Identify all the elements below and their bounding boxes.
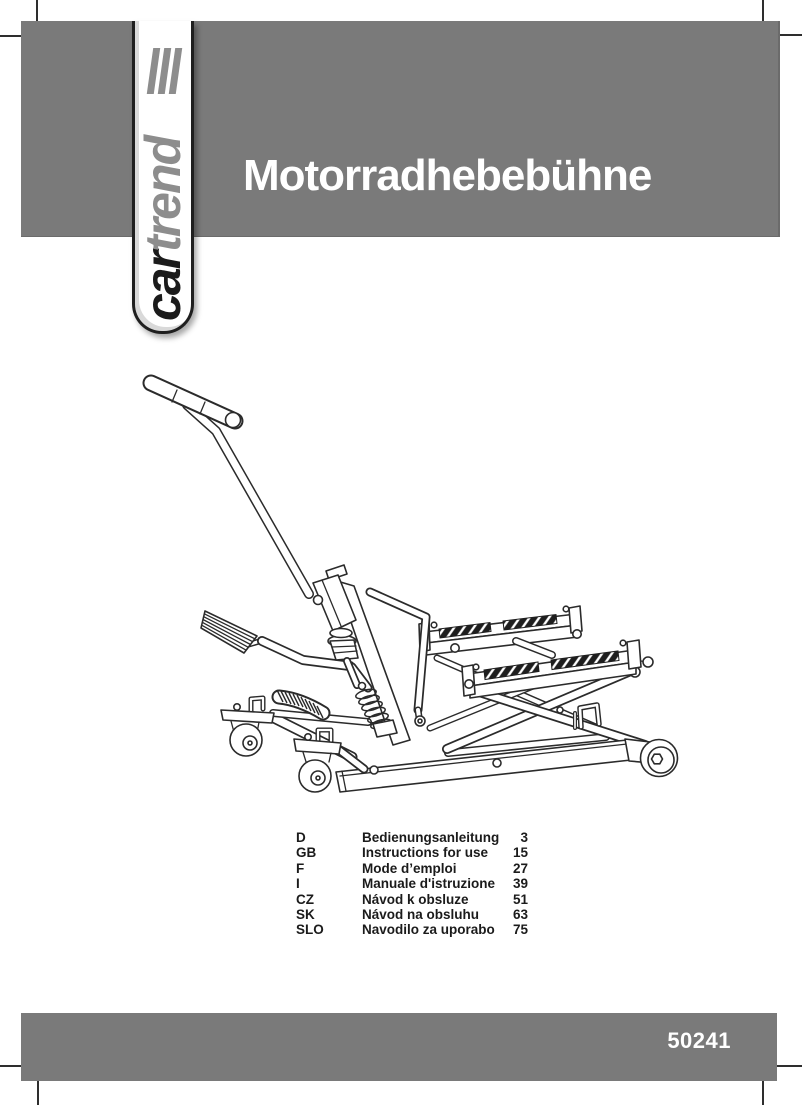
page-title: Motorradhebebühne bbox=[243, 151, 652, 200]
toc-row bbox=[296, 876, 528, 891]
footer-band bbox=[21, 1013, 777, 1081]
toc-title: Návod k obsluze bbox=[362, 891, 469, 907]
toc-row bbox=[296, 907, 528, 922]
toc-title: Manuale d'istruzione bbox=[362, 876, 495, 892]
rear-wheel bbox=[641, 740, 678, 777]
toc-title: Bedienungsanleitung bbox=[362, 830, 500, 845]
toc-page: 27 bbox=[512, 860, 528, 876]
toc-row bbox=[296, 845, 528, 860]
toc-code: CZ bbox=[296, 891, 314, 907]
logo-word-car: car bbox=[135, 251, 191, 321]
toc-title: Instructions for use bbox=[362, 845, 489, 861]
toc-code: GB bbox=[296, 845, 317, 861]
product-number: 50241 bbox=[667, 1028, 731, 1053]
language-toc bbox=[296, 830, 528, 938]
cartrend-stripes-icon bbox=[150, 48, 179, 94]
lift-handle bbox=[151, 383, 309, 594]
toc-title: Mode d’emploi bbox=[362, 860, 457, 876]
toc-page: 75 bbox=[512, 922, 528, 938]
toc-page: 3 bbox=[520, 830, 528, 845]
cartrend-logo bbox=[132, 21, 194, 334]
toc-title: Návod na obsluhu bbox=[362, 906, 480, 922]
toc-page: 63 bbox=[512, 906, 528, 922]
toc-code: SK bbox=[296, 906, 315, 922]
toc-code: I bbox=[296, 876, 300, 892]
toc-code: F bbox=[296, 860, 305, 876]
logo-word-trend: trend bbox=[135, 136, 191, 252]
front-lift-rail bbox=[462, 640, 653, 698]
rear-lift-rail bbox=[419, 606, 582, 655]
toc-title: Navodilo za uporabo bbox=[362, 922, 495, 938]
toc-row bbox=[296, 861, 528, 876]
toc-row bbox=[296, 922, 528, 937]
toc-row bbox=[296, 830, 528, 845]
toc-page: 51 bbox=[512, 891, 528, 907]
cartrend-wordmark bbox=[137, 85, 189, 329]
toc-row bbox=[296, 892, 528, 907]
toc-code: D bbox=[296, 830, 306, 845]
toc-code: SLO bbox=[296, 922, 324, 938]
toc-page: 15 bbox=[512, 845, 528, 861]
toc-page: 39 bbox=[512, 876, 528, 892]
